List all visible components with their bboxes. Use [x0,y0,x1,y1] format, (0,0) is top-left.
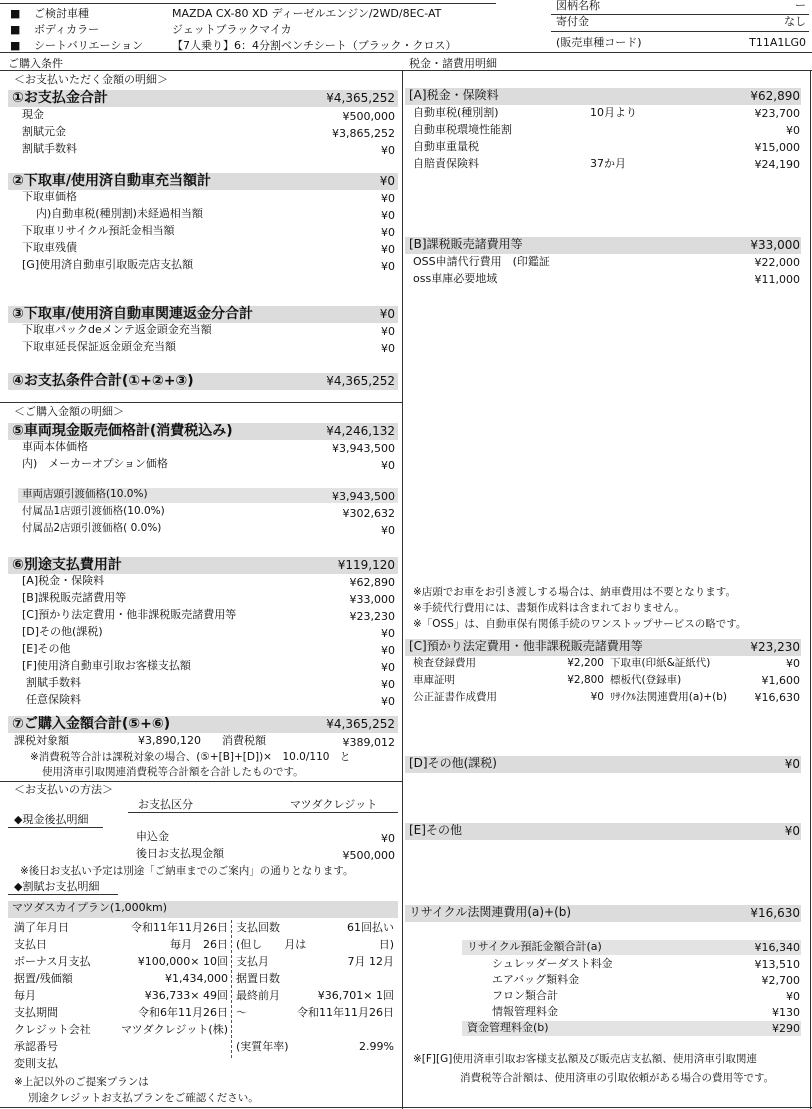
s6-row-label: [E]その他 [22,642,71,655]
notice-line: ※「OSS」は、自動車保有関係手続のワンストップサービスの略です。 [413,618,747,630]
recycle-row-value: ¥2,700 [761,974,800,987]
s6-row-value: ¥62,890 [349,576,395,589]
s5-row2-value: ¥3,943,500 [332,490,395,503]
taxable-label: 課税対象額 [14,734,69,747]
s2-row-value: ¥0 [381,243,395,256]
B-row-value: ¥22,000 [754,256,800,269]
A-row-label: 自動車税環境性能割 [413,123,512,136]
s1-row-label: 割賦元金 [22,125,66,138]
plan-v2: 61回払い [347,921,394,934]
s3-row-value: ¥0 [381,325,395,338]
s1-row-label: 割賦手数料 [22,142,77,155]
apply-value: ¥0 [381,832,395,845]
plan-l2: (但し 月は [236,938,307,951]
plan-l1: 満了年月日 [14,921,69,934]
donation-value: なし [784,15,806,28]
notice-line: ※店頭でお車をお引き渡しする場合は、納車費用は不要となります。 [413,586,736,598]
s2-row-value: ¥0 [381,192,395,205]
header-value: MAZDA CX-80 XD ディーゼルエンジン/2WD/8EC-AT [172,7,442,20]
s5-title: ⑤車両現金販売価格計(消費税込み) [12,423,233,439]
taxable-value: ¥3,890,120 [138,734,201,747]
A-row-note: 10月より [590,106,637,119]
s5-total: ¥4,246,132 [326,424,395,438]
s6-row-label: [F]使用済自動車引取お客様支払額 [22,659,191,672]
header-value: 【7人乗り】6：4分割ベンチシート（ブラック・クロス） [172,39,457,52]
s2-row-label: 下取車価格 [22,190,77,203]
header-label: ボディカラー [34,23,100,36]
s2-row-value: ¥0 [381,209,395,222]
plan-v2: 日) [378,938,394,951]
A-row-note: 37か月 [590,157,626,170]
recycle-title: リサイクル法関連費用(a)+(b) [409,905,572,919]
plan-l1: 据置/残価額 [14,972,73,985]
recycle-row-label: 情報管理料金 [492,1005,558,1018]
s1-total: ¥4,365,252 [326,91,395,105]
s5-row-label: 内) メーカーオプション価格 [22,457,168,470]
C-row-label2: 下取車(印紙&証紙代) [610,657,711,669]
header-right-rule-2 [551,31,809,32]
s6-row-value: ¥0 [381,695,395,708]
s2-total: ¥0 [379,174,395,188]
plan-v2: 令和11年11月26日 [297,1006,394,1019]
plan-v2: 7月 12月 [347,955,394,968]
plan-v1: ¥100,000× 10回 [137,955,228,968]
plan-v2: ¥36,701× 1回 [317,989,394,1002]
header-top-rule [0,3,496,4]
notice-line: ※手続代行費用には、書類作成料は含まれておりません。 [413,602,685,614]
header-label: シートバリエーション [34,39,144,52]
recycle-row-label: フロン類合計 [492,989,558,1002]
design-name-value: ー [795,0,806,12]
s5-row2-value: ¥0 [381,524,395,537]
s6-row-label: [B]課税販売諸費用等 [22,591,127,604]
tax-value: ¥389,012 [342,736,395,749]
plan-divider [231,920,232,1058]
s4-title: ④お支払条件合計(①+②+③) [12,373,194,389]
plan-l2: 支払月 [236,955,269,968]
plan-v1: 毎月 26日 [170,938,228,951]
later-value: ¥500,000 [342,849,395,862]
C-total: ¥23,230 [750,640,800,654]
recycle-row-value: ¥13,510 [754,958,800,971]
plan-note-1: ※上記以外のご提案プランは [14,1076,149,1088]
plan-v1: ¥1,434,000 [165,972,228,985]
D-title: [D]その他(課税) [409,756,497,770]
A-row-value: ¥0 [786,124,800,137]
B-row-label: OSS申請代行費用 (印鑑証 [413,255,550,268]
plan-l1: 毎月 [14,989,36,1002]
recycle-row-label: シュレッダーダスト料金 [492,957,613,970]
plan-l2: 最終前月 [236,989,280,1002]
s7-note-2: 使用済車引取関連消費税等合計額を合計したものです。 [42,766,304,778]
plan-v1: 令和11年11月26日 [131,921,228,934]
C-row-value2: ¥16,630 [754,691,800,704]
s2-row-label: 内)自動車税(種別割)未経過相当額 [36,207,203,220]
C-row-value2: ¥0 [786,657,800,670]
tax-fee-title: 税金・諸費用明細 [409,57,497,70]
plan-l2: (実質年率) [236,1040,289,1053]
C-row-label1: 車庫証明 [413,674,455,686]
s6-row-value: ¥23,230 [349,610,395,623]
later-note: ※後日お支払い予定は別途「ご納車までのご案内」の通りとなります。 [20,865,354,877]
apply-label: 申込金 [136,830,169,843]
plan-l2: 〜 [236,1006,247,1019]
s3-total: ¥0 [379,307,395,321]
C-row-value1: ¥2,200 [567,657,604,669]
s6-row-label: 割賦手数料 [26,676,81,689]
header-value: ジェットブラックマイカ [172,23,292,36]
B-total: ¥33,000 [750,238,800,252]
header-label: ご検討車種 [34,7,89,20]
installment-title: ◆割賦お支払明細 [14,880,100,893]
A-row-value: ¥15,000 [754,141,800,154]
s3-row-label: 下取車延長保証返金頭金充当額 [22,340,176,353]
C-row-value1: ¥0 [590,691,604,703]
s6-row-label: 任意保険料 [26,693,81,706]
s5-row2-value: ¥302,632 [342,507,395,520]
plan-l2: 据置日数 [236,972,280,985]
plan-l1: 承認番号 [14,1040,58,1053]
E-total: ¥0 [784,824,800,838]
bottom-rule [0,1107,812,1108]
center-divider [402,70,403,1109]
D-total: ¥0 [784,757,800,771]
s1-row-value: ¥500,000 [342,110,395,123]
recycle-row-value: ¥130 [772,1006,800,1019]
s4-rule [0,402,402,403]
s1-row-label: 現金 [22,108,44,121]
recycle-total: ¥16,630 [750,906,800,920]
header-bullet: ■ [10,7,21,20]
plan-note-2: 別途クレジットお支払プランをご確認ください。 [28,1092,259,1104]
footnote-2: 消費税等合計額は、使用済車の引取依頼がある場合の費用等です。 [460,1072,775,1084]
plan-v1: マツダクレジット(株) [121,1023,228,1036]
s6-total: ¥119,120 [337,558,395,572]
s7-title: ⑦ご購入金額合計(⑤+⑥) [12,716,171,732]
header-bottom-rule [0,52,812,53]
s1-row-value: ¥3,865,252 [332,127,395,140]
section-rule [0,70,812,71]
s2-row-label: 下取車残債 [22,241,77,254]
footnote-1: ※[F][G]使用済車引取お客様支払額及び販売店支払額、使用済車引取関連 [413,1053,757,1065]
A-row-label: 自動車重量税 [413,140,479,153]
A-row-label: 自動車税(種別割) [413,106,499,119]
s6-row-value: ¥0 [381,678,395,691]
C-title: [C]預かり法定費用・他非課税販売諸費用等 [409,639,643,653]
later-label: 後日お支払現金額 [136,847,224,860]
plan-v1: 令和6年11月26日 [138,1006,228,1019]
s5-row2-label: 付属品1店頭引渡価格(10.0%) [22,505,165,517]
s7-note-1: ※消費税等合計は課税対象の場合、(⑤+[B]+[D])× 10.0/110 と [30,751,351,763]
E-bar [405,823,801,840]
s3-title: ③下取車/使用済自動車関連返金分合計 [12,306,253,322]
s6-row-value: ¥0 [381,661,395,674]
plan-l1: ボーナス月支払 [14,955,91,968]
deposit-label: リサイクル預託金額合計(a) [467,940,602,953]
donation-label: 寄付金 [556,15,589,28]
method-title: ＜お支払いの方法＞ [14,783,113,796]
B-title: [B]課税販売諸費用等 [409,237,523,251]
method-col2: マツダクレジット [290,798,378,811]
method-col1: お支払区分 [138,798,193,811]
fund-label: 資金管理料金(b) [467,1021,549,1034]
deposit-value: ¥16,340 [754,941,800,954]
plan-l1: クレジット会社 [14,1023,91,1036]
s7-total: ¥4,365,252 [326,717,395,731]
s2-row-label: [G]使用済自動車引取販売店支払額 [22,258,194,271]
C-row-label2: ﾘｻｲｸﾙ法関連費用(a)+(b) [610,691,728,703]
cash-rule [8,827,103,828]
design-name-label: 図柄名称 [556,0,600,12]
tax-label: 消費税額 [222,734,266,747]
s5-row-label: 車両本体価格 [22,440,88,453]
s1-row-value: ¥0 [381,144,395,157]
s3-row-label: 下取車パックdeメンテ返金頭金充当額 [22,323,212,336]
plan-v1: ¥36,733× 49回 [144,989,228,1002]
recycle-row-label: エアバッグ類料金 [492,973,580,986]
E-title: [E]その他 [409,823,462,837]
purchase-conditions-title: ご購入条件 [8,57,63,70]
s6-row-value: ¥0 [381,644,395,657]
A-total: ¥62,890 [750,89,800,103]
purchase-detail-title: ＜ご購入金額の明細＞ [14,405,124,418]
header-right-rule-1 [551,14,809,15]
method-col-rule [128,812,398,813]
C-row-label1: 検査登録費用 [413,657,476,669]
s6-row-label: [A]税金・保険料 [22,574,105,587]
s6-title: ⑥別途支払費用計 [12,557,122,573]
recycle-row-value: ¥0 [786,990,800,1003]
C-row-label1: 公正証書作成費用 [413,691,497,703]
s6-row-value: ¥33,000 [349,593,395,606]
s5-row-value: ¥0 [381,459,395,472]
plan-title: マツダスカイプラン(1,000km) [12,901,168,914]
header-bullet: ■ [10,23,21,36]
plan-v2: 2.99% [359,1040,394,1053]
s2-title: ②下取車/使用済自動車充当額計 [12,173,211,189]
s5-row-value: ¥3,943,500 [332,442,395,455]
A-title: [A]税金・保険料 [409,88,499,102]
s2-row-value: ¥0 [381,226,395,239]
plan-l2: 支払回数 [236,921,280,934]
s6-row-value: ¥0 [381,627,395,640]
s5-row2-label: 車両店頭引渡価格(10.0%) [22,488,148,500]
right-border [810,70,811,1109]
payment-detail-title: ＜お支払いただく金額の明細＞ [14,73,168,86]
s2-row-value: ¥0 [381,260,395,273]
s3-row-value: ¥0 [381,342,395,355]
B-row-label: oss車庫必要地域 [413,272,498,285]
header-bullet: ■ [10,39,21,52]
s2-row-label: 下取車リサイクル預託金相当額 [22,224,175,237]
s7-rule [0,781,402,782]
s1-title: ①お支払金合計 [12,90,108,106]
A-row-label: 自賠責保険料 [413,157,479,170]
C-row-value2: ¥1,600 [761,674,800,687]
s5-row2-label: 付属品2店頭引渡価格( 0.0%) [22,522,162,534]
fund-value: ¥290 [772,1022,800,1035]
s4-total: ¥4,365,252 [326,374,395,388]
C-row-value1: ¥2,800 [567,674,604,686]
B-row-value: ¥11,000 [754,273,800,286]
model-code-label: (販売車種コード) [556,36,642,49]
C-row-label2: 標板代(登録車) [610,674,682,686]
A-row-value: ¥24,190 [754,158,800,171]
plan-l1: 支払日 [14,938,47,951]
cash-title: ◆現金後払明細 [14,813,89,826]
plan-l1: 支払期間 [14,1006,58,1019]
model-code-value: T11A1LG0 [749,36,806,49]
A-row-value: ¥23,700 [754,107,800,120]
plan-l1: 変則支払 [14,1057,58,1070]
s6-row-label: [C]預かり法定費用・他非課税販売諸費用等 [22,608,237,621]
installment-rule [8,894,118,895]
s6-row-label: [D]その他(課税) [22,625,103,638]
